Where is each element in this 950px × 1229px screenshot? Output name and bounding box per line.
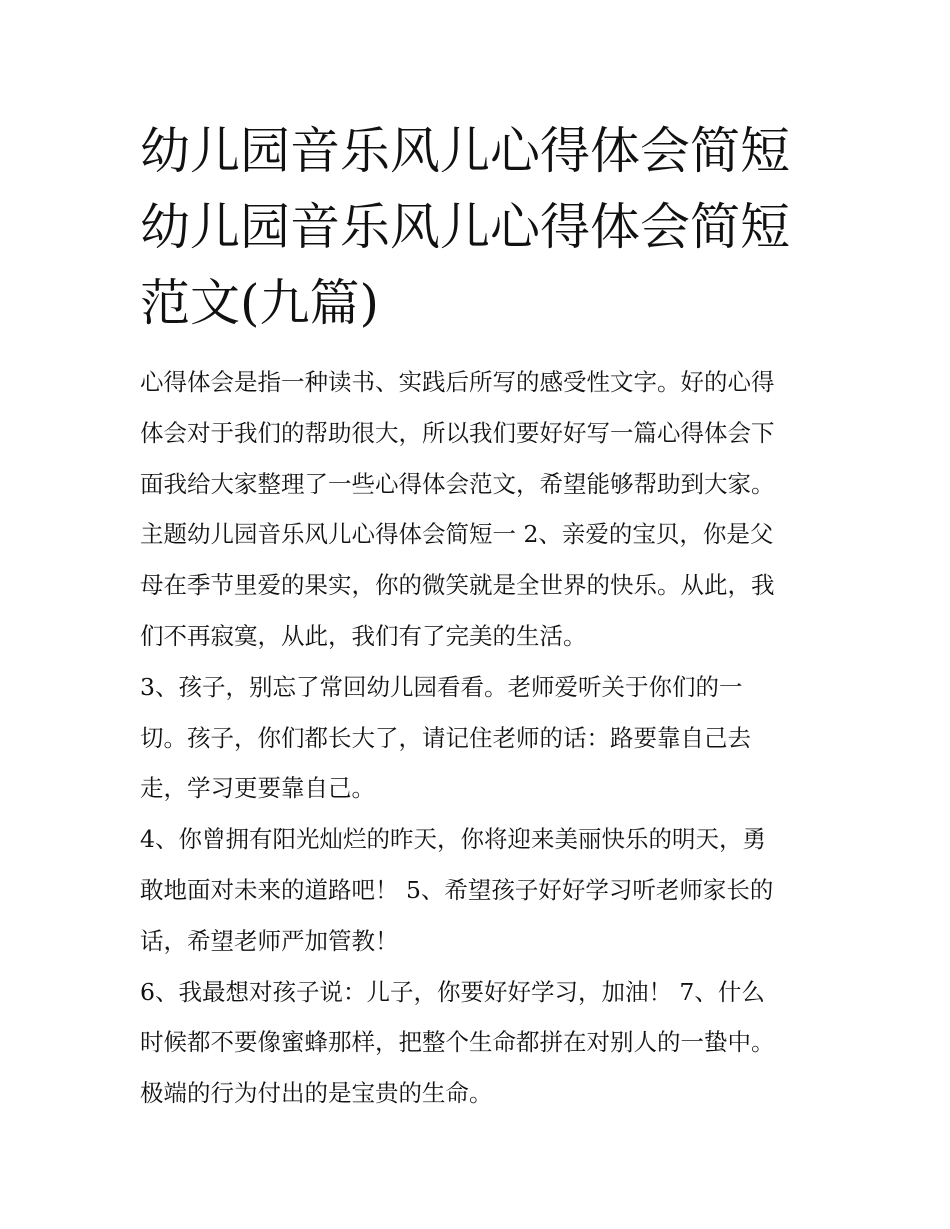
text-line: 话，希望老师严加管教！ <box>140 926 399 955</box>
text-line: 心得体会是指一种读书、实践后所写的感受性文字。好的心得 <box>140 368 775 396</box>
document-body <box>140 357 820 1119</box>
text-line: 4、你曾拥有阳光灿烂的昨天，你将迎来美丽快乐的明天，勇 <box>140 825 766 854</box>
paragraph-item-6 <box>140 967 820 1119</box>
text-line: 走，学习更要靠自己。 <box>140 774 375 803</box>
text-line: 们不再寂寞，从此，我们有了完美的生活。 <box>140 621 587 650</box>
text-line: 极端的行为付出的是宝贵的生命。 <box>140 1079 493 1108</box>
text-line: 面我给大家整理了一些心得体会范文，希望能够帮助到大家。 <box>140 469 775 498</box>
text-line: 切。孩子，你们都长大了，请记住老师的话：路要靠自己去 <box>140 723 751 752</box>
text-line: 时候都不要像蜜蜂那样，把整个生命都拼在对别人的一蛰中。 <box>140 1028 775 1057</box>
text-line: 体会对于我们的帮助很大，所以我们要好好写一篇心得体会下 <box>140 418 775 447</box>
paragraph-item-3 <box>140 662 820 814</box>
document-title <box>140 113 820 341</box>
title-line: 范文(九篇) <box>140 274 380 332</box>
paragraph-intro <box>140 357 820 662</box>
text-line: 母在季节里爱的果实，你的微笑就是全世界的快乐。从此，我 <box>140 571 775 600</box>
text-line: 6、我最想对孩子说：儿子，你要好好学习，加油！ 7、什么 <box>140 977 765 1006</box>
title-line: 幼儿园音乐风儿心得体会简短 <box>140 198 790 256</box>
text-line: 敢地面对未来的道路吧！ 5、希望孩子好好学习听老师家长的 <box>140 875 774 904</box>
text-line: 3、孩子，别忘了常回幼儿园看看。老师爱听关于你们的一 <box>140 672 743 701</box>
title-line: 幼儿园音乐风儿心得体会简短 <box>140 122 790 180</box>
text-line: 主题幼儿园音乐风儿心得体会简短一 2、亲爱的宝贝，你是父 <box>140 520 774 549</box>
document-page <box>140 113 820 1119</box>
paragraph-item-4 <box>140 814 820 966</box>
